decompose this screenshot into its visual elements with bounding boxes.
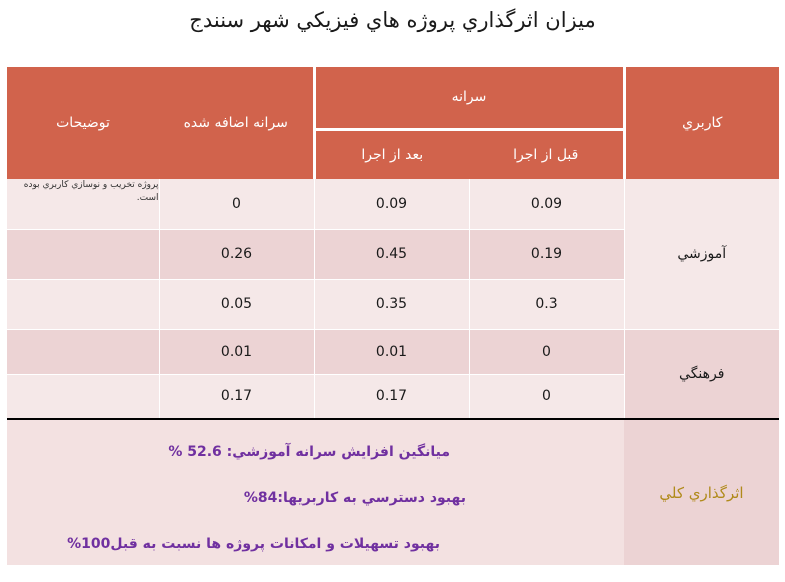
after-value: 0.17 — [314, 374, 469, 419]
header-added: سرانه اضافه شده — [159, 67, 314, 179]
after-value: 0.09 — [314, 179, 469, 229]
summary-lines — [7, 419, 624, 565]
category-cell: فرهنگي — [624, 329, 779, 419]
note-cell — [7, 329, 159, 374]
added-value: 0.17 — [159, 374, 314, 419]
header-after: بعد از اجرا — [314, 129, 469, 179]
summary-row — [7, 419, 779, 565]
after-value: 0.35 — [314, 279, 469, 329]
category-cell: آموزشي — [624, 179, 779, 329]
before-value: 0 — [469, 329, 624, 374]
added-value: 0 — [159, 179, 314, 229]
header-category: كاربري — [624, 67, 779, 179]
header-notes: توضيحات — [7, 67, 159, 179]
note-cell — [7, 374, 159, 419]
summary-line-2: بهبود دسترسي به كاربريها:84% — [243, 490, 466, 506]
header-before: قبل از اجرا — [469, 129, 624, 179]
before-value: 0.19 — [469, 229, 624, 279]
page-title: ميزان اثرگذاري پروژه هاي فيزيكي شهر سنندج — [189, 8, 596, 32]
added-value: 0.01 — [159, 329, 314, 374]
impact-table — [7, 67, 779, 565]
note-cell — [7, 279, 159, 329]
summary-category: اثرگذاري كلي — [624, 419, 779, 565]
summary-line-1: ميانگين افزايش سرانه آموزشي: 52.6 % — [168, 444, 450, 460]
note-cell — [7, 229, 159, 279]
header-per-capita: سرانه — [314, 67, 624, 129]
table-row — [7, 329, 779, 374]
summary-line-3: بهبود تسهيلات و امكانات پروژه ها نسبت به قبل100% — [67, 536, 440, 552]
added-value: 0.05 — [159, 279, 314, 329]
before-value: 0.3 — [469, 279, 624, 329]
before-value: 0 — [469, 374, 624, 419]
after-value: 0.01 — [314, 329, 469, 374]
note-cell: پروژه تخريب و نوسازي كاربري بوده است. — [23, 180, 159, 203]
before-value: 0.09 — [469, 179, 624, 229]
after-value: 0.45 — [314, 229, 469, 279]
added-value: 0.26 — [159, 229, 314, 279]
table-row — [7, 179, 779, 229]
